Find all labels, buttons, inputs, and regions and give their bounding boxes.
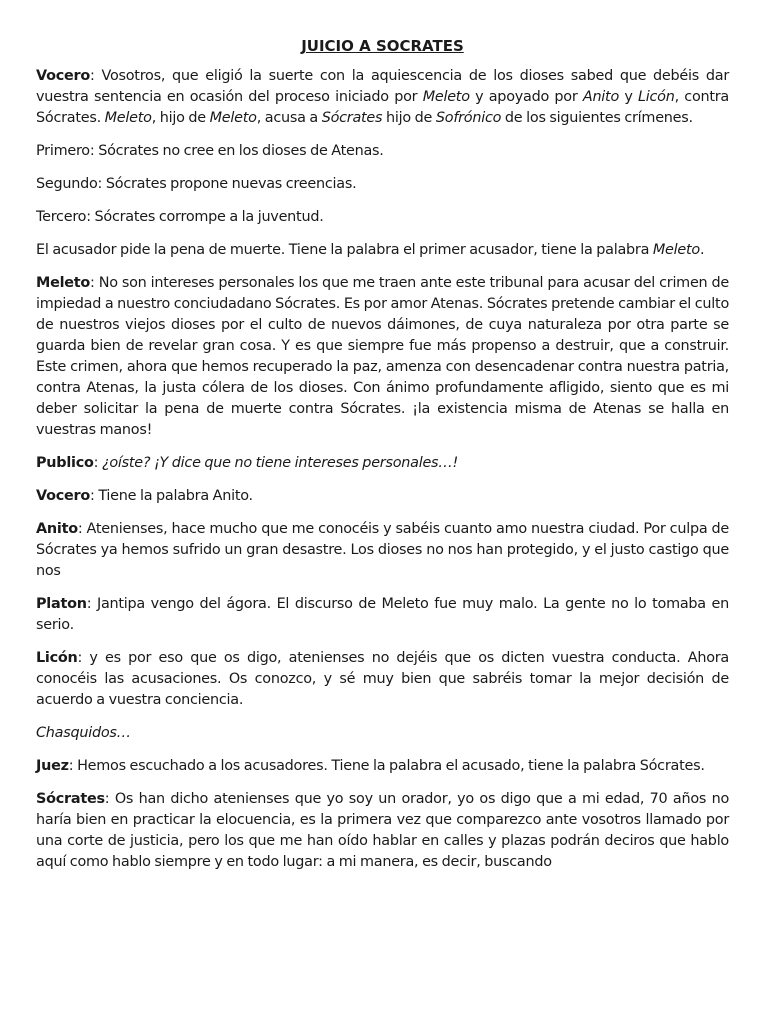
speaker-name: Publico xyxy=(36,455,94,471)
paragraph xyxy=(36,648,729,711)
paragraph xyxy=(36,141,729,162)
italic-text: Meleto xyxy=(104,110,152,126)
document-title: JUICIO A SOCRATES xyxy=(301,37,464,55)
speaker-name: Meleto xyxy=(36,275,91,291)
text-run: : No son intereses personales los que me traen ante este tribunal para acusar del crimen de impiedad a nuestro conciudadano Sócrates. Es por amor Atenas. Sócrates pretende cambiar el culto de nuestros viejos dioses por el culto de nuevos dáimones, de cuya naturaleza por otra parte se guarda bien de revelar gran cosa. Y es que siempre fue más propenso a destruir, que a construir. Este crimen, ahora que hemos recuperado la paz, amenza con desencadenar contra nuestra patria, contra Atenas, la justa cólera de los dioses. Con ánimo profundamente afligido, siento que es mi deber solicitar la pena de muerte contra Sócrates. ¡la existencia misma de Atenas se halla en vuestras manos! xyxy=(36,275,729,438)
text-run: : Hemos escuchado a los acusadores. Tiene la palabra el acusado, tiene la palabra Sócrates. xyxy=(68,758,705,774)
text-run: y xyxy=(619,89,638,105)
italic-text: ¿oíste? ¡Y dice que no tiene intereses personales…! xyxy=(101,455,458,471)
speaker-name: Juez xyxy=(36,758,69,774)
text-run: hijo de xyxy=(382,110,436,126)
paragraph xyxy=(36,756,729,777)
text-run: , acusa a xyxy=(256,110,322,126)
paragraph xyxy=(36,723,729,744)
italic-text: Meleto xyxy=(209,110,257,126)
text-run: : xyxy=(93,455,102,471)
text-run: Tercero: Sócrates corrompe a la juventud. xyxy=(36,209,324,225)
text-run: : Vosotros, que eligió la suerte con la aquiescencia de los dioses sabed que debéis dar vuestra sentencia en ocasión del proceso iniciado por xyxy=(36,68,729,105)
paragraph xyxy=(36,519,729,582)
speaker-name: Licón xyxy=(36,650,78,666)
paragraph xyxy=(36,486,729,507)
italic-text: Sofrónico xyxy=(435,110,502,126)
text-run: : Os han dicho atenienses que yo soy un orador, yo os digo que a mi edad, 70 años no haría bien en practicar la elocuencia, es la primera vez que comparezco ante vosotros llamado por una corte de justicia, pero los que me han oído hablar en calles y plazas podrán deciros que hablo aquí como hablo siempre y en todo lugar: a mi manera, es decir, buscando xyxy=(36,791,729,870)
speaker-name: Sócrates xyxy=(36,791,105,807)
speaker-name: Platon xyxy=(36,596,87,612)
italic-text: Meleto xyxy=(422,89,470,105)
paragraph xyxy=(36,453,729,474)
text-run: El acusador pide la pena de muerte. Tiene la palabra el primer acusador, tiene la palabra xyxy=(36,242,653,258)
italic-text: Licón xyxy=(638,89,675,105)
text-run: , contra Sócrates. xyxy=(36,89,730,126)
text-run: Segundo: Sócrates propone nuevas creencias. xyxy=(36,176,357,192)
text-run: : Tiene la palabra Anito. xyxy=(90,488,253,504)
document-page xyxy=(36,36,729,885)
text-run: : Atenienses, hace mucho que me conocéis y sabéis cuanto amo nuestra ciudad. Por culpa de Sócrates ya hemos sufrido un gran desastre. Los dioses no nos han protegido, y el justo castigo que nos xyxy=(36,521,729,579)
speaker-name: Vocero xyxy=(36,68,91,84)
paragraph xyxy=(36,207,729,228)
paragraph xyxy=(36,66,729,129)
text-run: y apoyado por xyxy=(469,89,583,105)
speaker-name: Vocero xyxy=(36,488,91,504)
text-run: . xyxy=(699,242,705,258)
text-run: , hijo de xyxy=(151,110,210,126)
text-run: Primero: Sócrates no cree en los dioses de Atenas. xyxy=(36,143,384,159)
speaker-name: Anito xyxy=(36,521,78,537)
italic-text: Meleto xyxy=(652,242,700,258)
italic-text: Chasquidos… xyxy=(36,725,131,741)
paragraph xyxy=(36,240,729,261)
text-run: de los siguientes crímenes. xyxy=(501,110,693,126)
text-run: : Jantipa vengo del ágora. El discurso de Meleto fue muy malo. La gente no lo tomaba en serio. xyxy=(36,596,729,633)
paragraph xyxy=(36,594,729,636)
text-run: : y es por eso que os digo, atenienses no dejéis que os dicten vuestra conducta. Ahora conocéis las acusaciones. Os conozco, y sé muy bien que sabréis tomar la mejor decisión de acuerdo a vuestra conciencia. xyxy=(36,650,729,708)
paragraph xyxy=(36,789,729,873)
italic-text: Sócrates xyxy=(321,110,383,126)
document-body xyxy=(36,66,729,873)
paragraph xyxy=(36,174,729,195)
italic-text: Anito xyxy=(582,89,620,105)
paragraph xyxy=(36,273,729,441)
